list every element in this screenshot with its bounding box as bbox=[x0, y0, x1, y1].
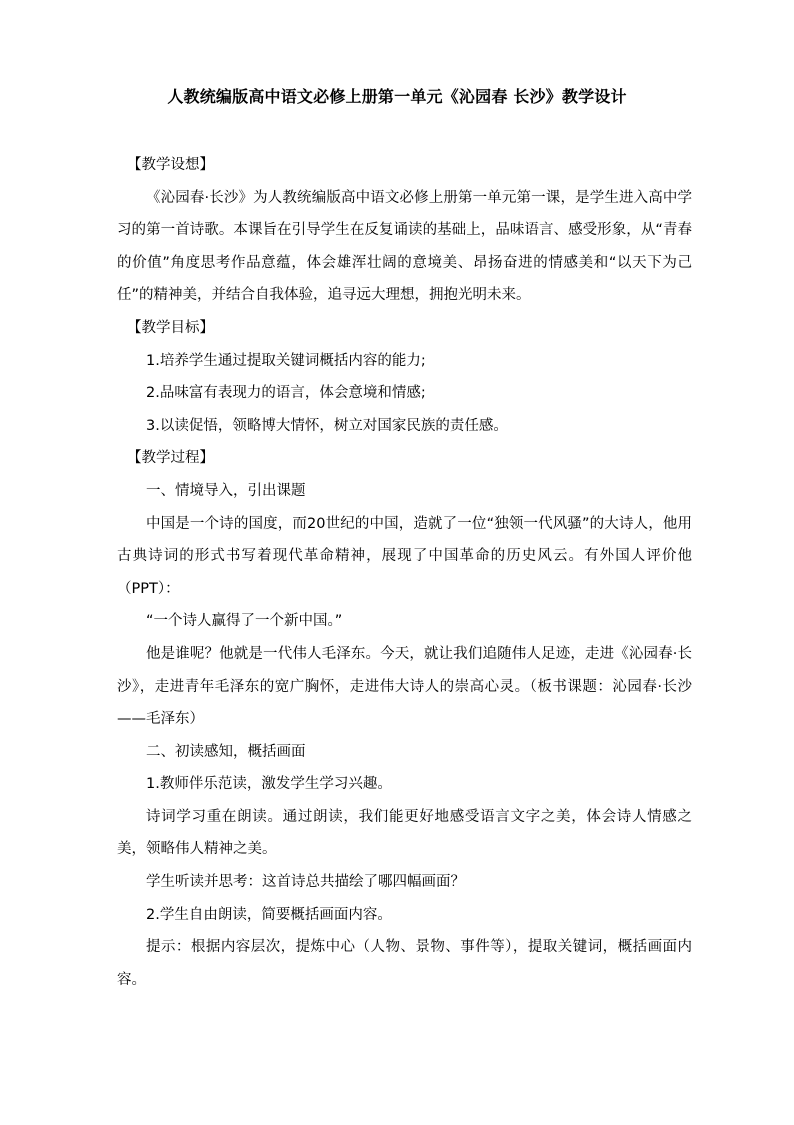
step1-paragraph-2: 他是谁呢？他就是一代伟人毛泽东。今天，就让我们追随伟人足迹，走进《沁园春·长沙》，走进青年毛泽东的宽广胸怀，走进伟大诗人的崇高心灵。（板书课题：沁园春·长沙——毛泽东） bbox=[117, 645, 692, 728]
step1-paragraph-1: 中国是一个诗的国度，而20世纪的中国，造就了一位“独领一代风骚”的大诗人，他用古典诗词的形式书写着现代革命精神，展现了中国革命的历史风云。有外国人评价他（PPT）： bbox=[117, 515, 692, 597]
step2-heading: 二、初读感知，概括画面 bbox=[146, 743, 306, 760]
step2-paragraph-2: 学生听读并思考：这首诗总共描绘了哪四幅画面？ bbox=[146, 874, 465, 891]
step1-quote: “一个诗人赢得了一个新中国。” bbox=[146, 613, 343, 630]
step2-item-2: 2.学生自由朗读，简要概括画面内容。 bbox=[146, 906, 392, 923]
goal-item-1: 1.培养学生通过提取关键词概括内容的能力; bbox=[146, 352, 426, 369]
section-heading-design: 【教学设想】 bbox=[127, 157, 214, 173]
design-paragraph: 《沁园春·长沙》为人教统编版高中语文必修上册第一单元第一课，是学生进入高中学习的第一首诗歌。本课旨在引导学生在反复诵读的基础上，品味语言、感受形象，从“青春的价值”角度思考作品意蕴，体会雄浑壮阔的意境美、昂扬奋进的情感美和“以天下为己任”的精神美，并结合自我体验，追寻远大理想，拥抱光明未来。 bbox=[117, 189, 692, 304]
document-title: 人教统编版高中语文必修上册第一单元《沁园春 长沙》教学设计 bbox=[167, 87, 627, 106]
step2-paragraph-1: 诗词学习重在朗读。通过朗读，我们能更好地感受语言文字之美，体会诗人情感之美，领略伟人精神之美。 bbox=[117, 808, 692, 858]
section-heading-process: 【教学过程】 bbox=[127, 450, 214, 467]
document-body bbox=[117, 149, 692, 996]
goal-item-3: 3.以读促悟，领略博大情怀，树立对国家民族的责任感。 bbox=[146, 417, 508, 434]
step1-heading: 一、情境导入，引出课题 bbox=[146, 482, 306, 499]
step2-paragraph-3: 提示：根据内容层次，提炼中心（人物、景物、事件等），提取关键词，概括画面内容。 bbox=[117, 939, 692, 988]
section-heading-goals: 【教学目标】 bbox=[127, 319, 214, 336]
goal-item-2: 2.品味富有表现力的语言，体会意境和情感; bbox=[146, 385, 426, 402]
step2-item-1: 1.教师伴乐范读，激发学生学习兴趣。 bbox=[146, 776, 392, 793]
